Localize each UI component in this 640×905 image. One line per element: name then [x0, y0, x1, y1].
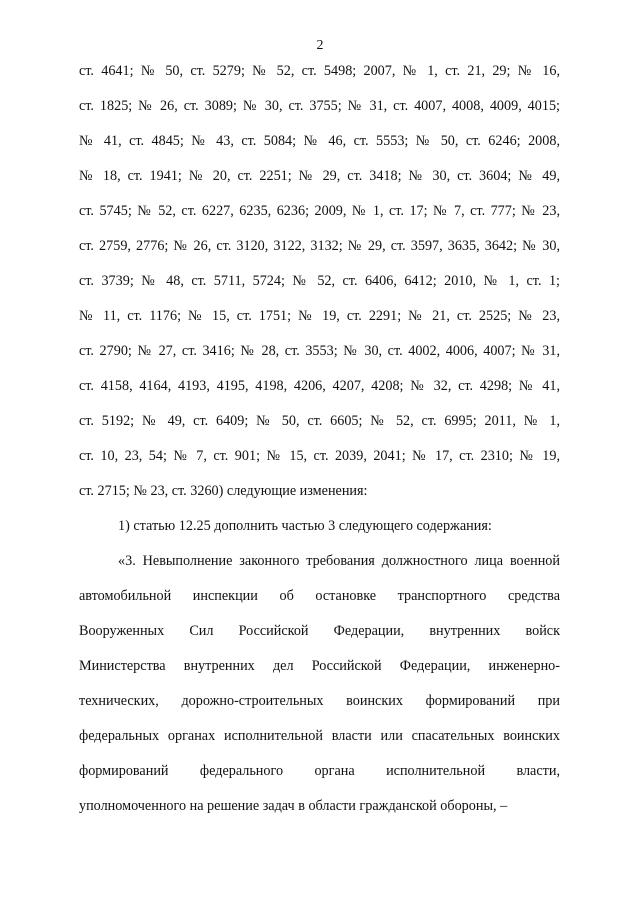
text-line: ст. 2715; № 23, ст. 3260) следующие изменения: — [79, 483, 368, 499]
text-line: технических, дорожно-строительных воинских формирований при — [79, 693, 560, 709]
text-line: ст. 4641; № 50, ст. 5279; № 52, ст. 5498; 2007, № 1, ст. 21, 29; № 16, — [79, 63, 560, 79]
text-line: формирований федерального органа исполнительной власти, — [79, 763, 560, 779]
text-line: № 41, ст. 4845; № 43, ст. 5084; № 46, ст. 5553; № 50, ст. 6246; 2008, — [79, 133, 560, 149]
text-line: ст. 4158, 4164, 4193, 4195, 4198, 4206, 4207, 4208; № 32, ст. 4298; № 41, — [79, 378, 560, 394]
text-line: № 18, ст. 1941; № 20, ст. 2251; № 29, ст. 3418; № 30, ст. 3604; № 49, — [79, 168, 560, 184]
page-number: 2 — [316, 38, 324, 53]
list-item-text: 1) статью 12.25 дополнить частью 3 следующего содержания: — [118, 518, 492, 534]
text-line: Вооруженных Сил Российской Федерации, внутренних войск — [79, 623, 560, 639]
text-line: № 11, ст. 1176; № 15, ст. 1751; № 19, ст. 2291; № 21, ст. 2525; № 23, — [79, 308, 560, 324]
text-line: федеральных органах исполнительной власти или спасательных воинских — [79, 728, 560, 744]
text-line: ст. 5745; № 52, ст. 6227, 6235, 6236; 2009, № 1, ст. 17; № 7, ст. 777; № 23, — [79, 203, 560, 219]
text-line: уполномоченного на решение задач в области гражданской обороны, – — [79, 798, 508, 814]
text-line: ст. 2759, 2776; № 26, ст. 3120, 3122, 3132; № 29, ст. 3597, 3635, 3642; № 30, — [79, 238, 560, 254]
text-line: Министерства внутренних дел Российской Федерации, инженерно- — [79, 658, 560, 674]
text-line: ст. 1825; № 26, ст. 3089; № 30, ст. 3755; № 31, ст. 4007, 4008, 4009, 4015; — [79, 98, 560, 114]
quoted-paragraph-start: «3. Невыполнение законного требования должностного лица военной — [118, 553, 560, 569]
text-line: ст. 2790; № 27, ст. 3416; № 28, ст. 3553; № 30, ст. 4002, 4006, 4007; № 31, — [79, 343, 560, 359]
text-line: ст. 3739; № 48, ст. 5711, 5724; № 52, ст. 6406, 6412; 2010, № 1, ст. 1; — [79, 273, 560, 289]
text-line: автомобильной инспекции об остановке транспортного средства — [79, 588, 560, 604]
text-line: ст. 5192; № 49, ст. 6409; № 50, ст. 6605; № 52, ст. 6995; 2011, № 1, — [79, 413, 560, 429]
text-line: ст. 10, 23, 54; № 7, ст. 901; № 15, ст. 2039, 2041; № 17, ст. 2310; № 19, — [79, 448, 560, 464]
